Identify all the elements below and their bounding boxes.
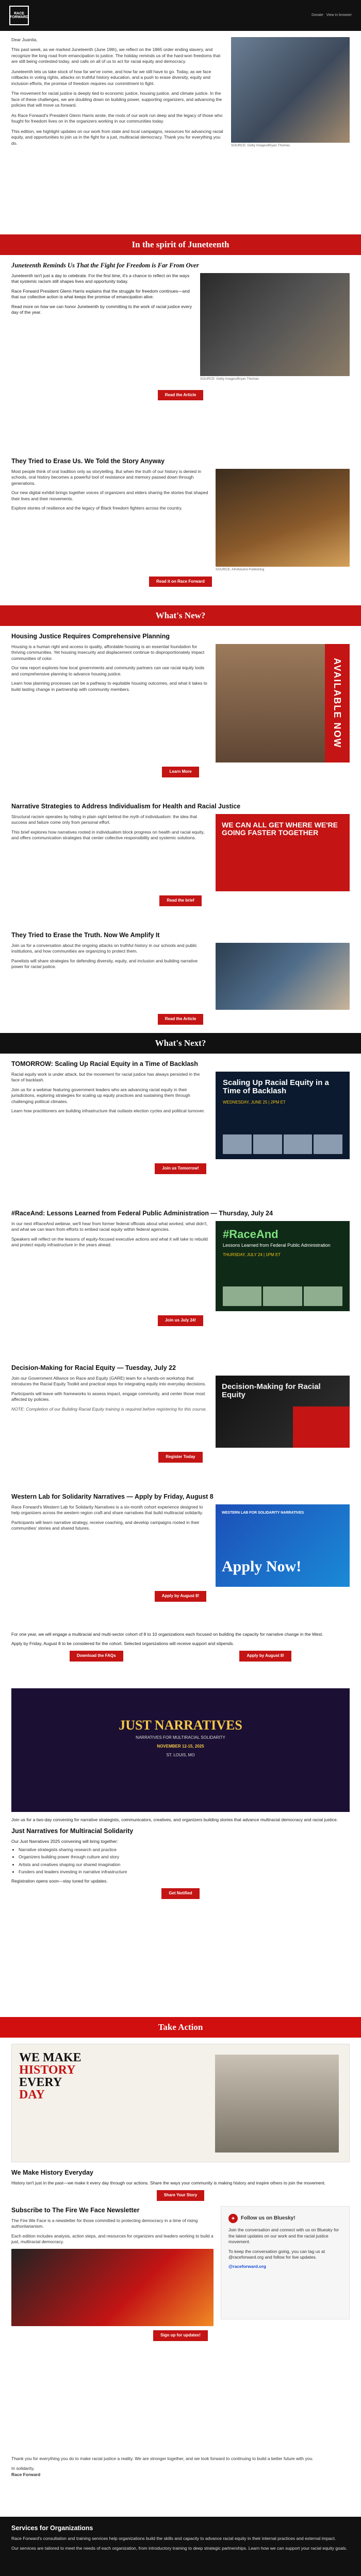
western-lab-poster-sub: WESTERN LAB FOR SOLIDARITY NARRATIVES xyxy=(222,1511,304,1515)
closing-signature: Race Forward xyxy=(11,2471,41,2477)
spotlight-paragraph-1: Juneteenth isn't just a day to celebrate. For the first time, it's a chance to reflect on the ways that systemic racism still shapes lives and opportunity today. xyxy=(11,273,190,284)
western-lab-detail-1: For one year, we will engage a multiracial and multi-sector cohort of 8 to 10 organizations each focused on building the capacity for narrative change in the West. xyxy=(11,1632,323,1637)
make-history-poster xyxy=(11,2044,350,2162)
housing-paragraph-1: Housing is a human right and access to quality, affordable housing is an essential foundation for thriving communities. Yet housing insecurity and displacement continue to disproportionately impact communities of color. xyxy=(11,643,205,661)
history-section xyxy=(0,451,361,605)
history-photo xyxy=(216,469,350,567)
speaker-photo xyxy=(263,1286,302,1306)
get-notified-button[interactable]: Get Notified xyxy=(161,1888,199,1899)
intro-image-block xyxy=(231,37,350,148)
just-narratives-heading: Just Narratives for Multiracial Solidarity xyxy=(11,1827,134,1835)
speaker-photo xyxy=(223,1286,261,1306)
housing-heading: Housing Justice Requires Comprehensive Planning xyxy=(11,633,170,640)
email-header xyxy=(0,0,361,31)
intro-paragraph-3: The movement for racial justice is deeply tied to economic justice, housing justice, and climate justice. In the face of these challenges, we are doubling down on building power, supporting organizers, and advancing the policies that will move us forward. xyxy=(11,91,222,108)
erase-truth-photo xyxy=(216,943,350,1010)
event-scaling-poster-title: Scaling Up Racial Equity in a Time of Backlash xyxy=(223,1078,329,1096)
event-scaling-heading: TOMORROW: Scaling Up Racial Equity in a Time of Backlash xyxy=(11,1060,198,1067)
event-raceand-poster xyxy=(216,1221,350,1311)
event-western-lab-section xyxy=(0,1486,361,1625)
event-raceand-section xyxy=(0,1203,361,1358)
narrative-strategies-section xyxy=(0,796,361,925)
intro-paragraph-1: This past week, as we marked Juneteenth (June 19th), we reflect on the 1865 order ending slavery, and recognize the long road from emancipation to justice. The holiday reminds us of the hard-won freedoms that are still being contested today, and calls on all of us to act for racial equity and democracy. xyxy=(11,47,221,64)
western-lab-details xyxy=(0,1625,361,1682)
bluesky-icon: ✦ xyxy=(228,2214,238,2223)
event-raceand-poster-subtitle: Lessons Learned from Federal Public Administration xyxy=(223,1243,331,1248)
housing-paragraph-2: Our new report explores how local governments and community partners can use racial equity tools and comprehensive planning to advance housing justice. xyxy=(11,665,205,676)
event-decision-note: NOTE: Completion of our Building Racial Equity training is required before registering for this course. xyxy=(11,1406,207,1412)
housing-learn-more-button[interactable]: Learn More xyxy=(162,767,199,777)
header-link-browser[interactable]: View in browser xyxy=(326,13,352,18)
services-paragraph-2: Our services are tailored to meet the needs of each organization, from introductory training to deep strategic partnerships. Learn how we can support your racial equity goals. xyxy=(11,2546,348,2551)
closing-paragraph: Thank you for everything you do to make racial justice a reality. We are stronger together, and we look forward to continuing to build a better future with you. xyxy=(11,2456,314,2461)
event-raceand-paragraph-1: In our next #RaceAnd webinar, we'll hear from former federal officials about what worked, what didn't, and what we can learn from efforts to embed racial equity within federal agencies. xyxy=(11,1221,208,1232)
subscribe-paragraph-1: The Fire We Face is a newsletter for those committed to protecting democracy in a time of rising authoritarianism. xyxy=(11,2218,198,2229)
housing-section xyxy=(0,626,361,796)
speaker-photo xyxy=(314,1134,342,1154)
history-paragraph-1: Most people think of oral tradition only as storytelling. But when the truth of our history is denied in schools, oral history becomes a powerful tool of resistance and memory passed down through generations. xyxy=(11,468,202,486)
services-heading: Services for Organizations xyxy=(11,2524,93,2532)
download-faqs-button[interactable]: Download the FAQs xyxy=(70,1651,123,1662)
bluesky-box xyxy=(221,2206,350,2319)
spotlight-heading: Juneteenth Reminds Us That the Fight for Freedom is Far From Over xyxy=(11,262,199,269)
narrative-strategies-poster xyxy=(216,814,350,891)
list-item: • Organizers building power through culture and story xyxy=(19,1854,350,1860)
join-tomorrow-button[interactable]: Join us Tomorrow! xyxy=(155,1163,206,1174)
section-bar-take-action: Take Action xyxy=(0,2017,361,2038)
intro-paragraph-2: Juneteenth lets us take stock of how far we've come, and how far we still have to go. Today, as we face rollbacks in voting rights, attacks on truthful history education, and a push to erase diversity, equity and inclusion efforts, the promise of freedom requires our commitment to fight. xyxy=(11,69,211,86)
just-narratives-banner-sub: NARRATIVES FOR MULTIRACIAL SOLIDARITY xyxy=(136,1735,225,1740)
list-item: • Artists and creatives shaping our shared imagination xyxy=(19,1862,350,1868)
housing-paragraph-3: Learn how planning processes can be a pathway to equitable housing outcomes, and what it takes to build lasting change in partnership with community members. xyxy=(11,681,207,692)
history-paragraph-2: Our new digital exhibit brings together voices of organizers and elders sharing the stories that shaped their lives and their movements. xyxy=(11,490,208,501)
services-paragraph-1: Race Forward's consultation and training services help organizations build the skills and capacity to advance racial equity in their internal practices and external impact. xyxy=(11,2535,336,2541)
spotlight-paragraph-2: Race Forward President Glenn Harris explains that the struggle for freedom continues—and that our collective action is what keeps the promise of emancipation alive. xyxy=(11,288,190,300)
poster-line: WE MAKE xyxy=(19,2051,81,2064)
available-now-label: AVAILABLE NOW xyxy=(325,644,350,762)
spotlight-caption: SOURCE: Getty Images/Bryan Thomas xyxy=(200,377,259,381)
western-lab-poster xyxy=(216,1504,350,1587)
history-paragraph-3: Explore stories of resilience and the legacy of Black freedom fighters across the country. xyxy=(11,505,183,511)
western-lab-poster-title: Apply Now! xyxy=(222,1558,302,1575)
erase-truth-section xyxy=(0,925,361,1033)
event-decision-poster-title: Decision-Making for Racial Equity xyxy=(222,1382,321,1400)
just-narratives-intro: Our Just Narratives 2025 convening will bring together: xyxy=(11,1839,118,1844)
header-link-donate[interactable]: Donate xyxy=(311,13,323,18)
make-history-paragraph: History isn't just in the past—we make it every day through our actions. Share the ways your community is making history and inspire others to join the movement. xyxy=(11,2180,326,2185)
intro-paragraph-5: This edition, we highlight updates on our work from state and local campaigns, resources for advancing racial equity, and opportunities to join us in the fight for a just, multiracial democracy. Thank you for everything you do. xyxy=(11,128,223,146)
erase-truth-paragraph-2: Panelists will share strategies for defending diversity, equity, and inclusion and building narrative power for racial justice. xyxy=(11,958,198,970)
event-raceand-paragraph-2: Speakers will reflect on the lessons of equity-focused executive actions and what it will take to rebuild and protect equity infrastructure in the years ahead. xyxy=(11,1236,208,1248)
erase-truth-paragraph-1: Join us for a conversation about the ongoing attacks on truthful history in our schools and public institutions, and how communities are organizing to protect them. xyxy=(11,942,198,954)
closing-section xyxy=(0,2450,361,2517)
event-scaling-section xyxy=(0,1054,361,1203)
poster-line: EVERY xyxy=(19,2076,62,2089)
section-bar-whats-next: What's Next? xyxy=(0,1033,361,1054)
erase-truth-heading: They Tried to Erase the Truth. Now We Amplify It xyxy=(11,931,160,939)
make-history-poster-text xyxy=(19,2052,81,2101)
bluesky-title: Follow us on Bluesky! xyxy=(241,2215,296,2222)
bluesky-handle[interactable]: @raceforward.org xyxy=(228,2264,267,2269)
just-narratives-banner-dates: NOVEMBER 12-15, 2025 xyxy=(157,1744,204,1749)
speaker-photo xyxy=(223,1134,252,1154)
intro-greeting: Dear Juanita, xyxy=(11,37,38,42)
apply-aug-8-button-2[interactable]: Apply by August 8! xyxy=(239,1651,291,1662)
header-links xyxy=(311,13,352,18)
event-raceand-heading: #RaceAnd: Lessons Learned from Federal Public Administration — Thursday, July 24 xyxy=(11,1210,273,1217)
section-bar-whats-new: What's New? xyxy=(0,605,361,626)
event-decision-poster xyxy=(216,1376,350,1448)
housing-poster xyxy=(216,644,350,762)
speaker-photo xyxy=(304,1286,342,1306)
register-today-button[interactable]: Register Today xyxy=(158,1452,202,1463)
speaker-photo xyxy=(284,1134,313,1154)
spotlight-photo xyxy=(200,273,350,376)
spotlight-paragraph-3: Read more on how we can honor Juneteenth by committing to the work of racial justice every day of the year. xyxy=(11,303,192,315)
apply-by-aug-8-button[interactable]: Apply by August 8! xyxy=(155,1591,207,1602)
history-caption: SOURCE: Afrofuturist Publishing xyxy=(216,567,265,571)
make-history-photo xyxy=(215,2055,339,2153)
speaker-photo xyxy=(253,1134,282,1154)
event-raceand-poster-title: #RaceAnd xyxy=(223,1227,278,1241)
event-decision-section xyxy=(0,1358,361,1486)
share-story-button[interactable]: Share Your Story xyxy=(157,2190,205,2201)
narrative-poster-title: WE CAN ALL GET WHERE WE'RE GOING FASTER TOGETHER xyxy=(222,820,338,837)
just-narratives-banner xyxy=(11,1688,350,1812)
poster-line: HISTORY xyxy=(19,2063,76,2077)
intro-paragraph-4: As Race Forward's President Glenn Harris wrote, the roots of our work run deep and the legacy of those who fought for freedom lives on in the organizers working in our communities today. xyxy=(11,112,223,124)
intro-section xyxy=(0,31,361,234)
logo-line-2: FORWARD xyxy=(9,15,29,19)
just-narratives-banner-title: JUST NARRATIVES xyxy=(119,1718,242,1733)
read-article-button[interactable]: Read the Article xyxy=(158,390,204,401)
decision-poster-accent xyxy=(293,1406,350,1448)
closing-salutation: In solidarity, xyxy=(11,2466,35,2471)
event-decision-heading: Decision-Making for Racial Equity — Tuesday, July 22 xyxy=(11,1364,176,1371)
event-decision-paragraph-2: Participants will leave with frameworks to assess impact, engage community, and center those most affected by policies. xyxy=(11,1391,205,1402)
poster-line: DAY xyxy=(19,2088,45,2102)
event-western-lab-heading: Western Lab for Solidarity Narratives — Apply by Friday, August 8 xyxy=(11,1493,214,1500)
bluesky-paragraph-2: To keep the conversation going, you can tag us at @raceforward.org and follow for live updates. xyxy=(228,2248,325,2260)
history-heading: They Tried to Erase Us. We Told the Story Anyway xyxy=(11,457,165,465)
event-scaling-paragraph-3: Learn how practitioners are building infrastructure that outlasts election cycles and political turnover. xyxy=(11,1108,205,1114)
bluesky-paragraph-1: Join the conversation and connect with us on Bluesky for the latest updates on our work and the racial justice movement. xyxy=(228,2227,339,2245)
narrative-strategies-paragraph-2: This brief explores how narratives rooted in individualism block progress on health and racial equity, and offers communication strategies that center collective responsibility and systemic solutions. xyxy=(11,829,205,841)
race-forward-logo[interactable] xyxy=(9,6,29,25)
event-scaling-paragraph-2: Join us for a webinar featuring government leaders who are advancing racial equity in their jurisdictions, exploring strategies for scaling up equity practices and sustaining them through challenging political climates. xyxy=(11,1087,190,1104)
intro-photo xyxy=(231,37,350,143)
event-scaling-poster-date: WEDNESDAY, JUNE 25 | 2PM ET xyxy=(223,1099,286,1105)
event-decision-paragraph-1: Join our Government Alliance on Race and Equity (GARE) team for a hands-on workshop that introduces the Racial Equity Toolkit and practical steps for integrating equity into everyday decisions. xyxy=(11,1375,206,1387)
list-item: • Narrative strategists sharing research and practice xyxy=(19,1847,350,1853)
sign-up-updates-button[interactable]: Sign up for updates! xyxy=(153,2330,208,2341)
section-bar-spotlight: In the spirit of Juneteenth xyxy=(0,234,361,255)
just-narratives-paragraph-1: Join us for a two-day convening for narrative strategists, communicators, creatives, and organizers building stories that advance multiracial democracy and racial justice. xyxy=(11,1817,338,1822)
erase-truth-read-button[interactable]: Read the Article xyxy=(158,1014,204,1025)
take-action-section xyxy=(0,2038,361,2450)
event-scaling-paragraph-1: Racial equity work is under attack, but the movement for racial justice has always persisted in the face of backlash. xyxy=(11,1071,200,1083)
event-western-lab-paragraph-2: Participants will learn narrative strategy, receive coaching, and develop campaigns rooted in their communities' stories and shared futures. xyxy=(11,1519,200,1531)
narrative-strategies-paragraph-1: Structural racism operates by hiding in plain sight behind the myth of individualism: the idea that success and failure come only from personal effort. xyxy=(11,814,198,825)
just-narratives-banner-place: ST. LOUIS, MO xyxy=(166,1752,195,1757)
event-western-lab-paragraph-1: Race Forward's Western Lab for Solidarity Narratives is a six-month cohort experience designed to help organizers across the western region craft and share narratives that build multiracial solidarity. xyxy=(11,1504,203,1516)
subscribe-heading: Subscribe to The Fire We Face Newsletter xyxy=(11,2207,140,2214)
intro-caption: SOURCE: Getty Images/Bryan Thomas xyxy=(231,144,290,147)
services-section xyxy=(0,2517,361,2576)
read-on-race-forward-button[interactable]: Read it on Race Forward xyxy=(149,577,212,587)
event-scaling-speakers xyxy=(223,1134,342,1154)
narrative-strategies-heading: Narrative Strategies to Address Individualism for Health and Racial Justice xyxy=(11,803,241,810)
join-july-24-button[interactable]: Join us July 24! xyxy=(158,1315,203,1326)
make-history-heading: We Make History Everyday xyxy=(11,2169,93,2176)
logo-line-1: RACE xyxy=(14,11,24,15)
subscribe-paragraph-2: Each edition includes analysis, action steps, and resources for organizers and leaders working to build a just, multiracial democracy. xyxy=(11,2233,214,2245)
event-scaling-poster xyxy=(216,1072,350,1159)
western-lab-detail-2: Apply by Friday, August 8 to be considered for the cohort. Selected organizations will receive support and stipends. xyxy=(11,1641,234,1647)
read-brief-button[interactable]: Read the brief xyxy=(159,895,201,906)
spotlight-image-block xyxy=(200,273,350,382)
just-narratives-list xyxy=(19,1847,350,1875)
just-narratives-paragraph-2: Registration opens soon—stay tuned for updates. xyxy=(11,1878,108,1884)
event-raceand-poster-date: THURSDAY, JULY 24 | 1PM ET xyxy=(223,1252,281,1258)
list-item: • Funders and leaders investing in narrative infrastructure xyxy=(19,1869,350,1875)
spotlight-section xyxy=(0,255,361,451)
subscribe-photo xyxy=(11,2249,214,2326)
just-narratives-section xyxy=(0,1682,361,2017)
event-raceand-speakers xyxy=(223,1286,342,1306)
